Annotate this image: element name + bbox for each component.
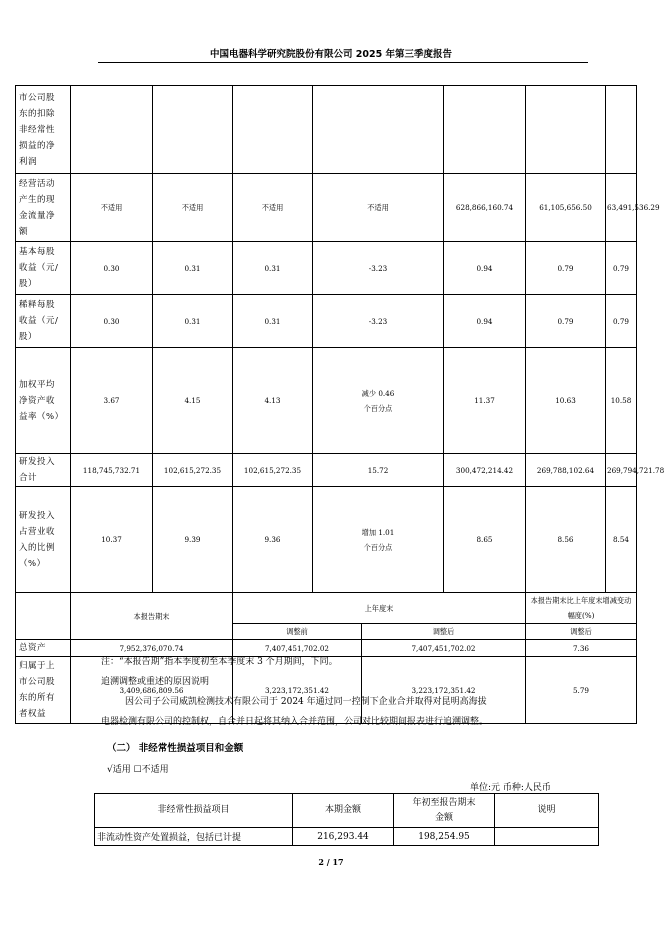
table-cell: 0.30 <box>71 295 153 348</box>
table-cell: 102,615,272.35 <box>153 454 233 487</box>
table-cell <box>606 86 637 174</box>
table-cell: 300,472,214.42 <box>444 454 526 487</box>
table-row <box>16 487 637 593</box>
sub-header-cell: 非经常性损益项目 <box>95 794 293 828</box>
table-cell <box>526 86 606 174</box>
sub-note <box>495 828 599 846</box>
table-cell: 8.65 <box>444 487 526 593</box>
balance-header-before: 调整前 <box>233 624 362 640</box>
table-cell: 不适用 <box>71 174 153 242</box>
balance-header-blank <box>16 593 71 640</box>
table-cell: 3,409,686,809.56 <box>71 657 233 724</box>
row-label: 基本每股 收益（元/ 股） <box>16 242 71 295</box>
table-cell: 0.31 <box>233 242 313 295</box>
header-rule <box>98 62 588 63</box>
row-label: 市公司股 东的扣除 非经常性 损益的净 利润 <box>16 86 71 174</box>
section-title: （二） 非经常性损益项目和金额 <box>107 743 244 754</box>
table-cell: 3.67 <box>71 348 153 454</box>
table-cell: 0.31 <box>153 242 233 295</box>
table-cell: -3.23 <box>313 242 444 295</box>
table-cell: 102,615,272.35 <box>233 454 313 487</box>
table-cell: 10.37 <box>71 487 153 593</box>
table-cell: 0.30 <box>71 242 153 295</box>
balance-header-change-after: 调整后 <box>526 624 637 640</box>
notes-block <box>101 652 611 732</box>
table-cell: 118,745,732.71 <box>71 454 153 487</box>
table-cell: 0.31 <box>153 295 233 348</box>
table-cell: 269,788,102.64 <box>526 454 606 487</box>
table-cell: 0.79 <box>526 242 606 295</box>
row-label: 研发投入 占营业收 入的比例 （%） <box>16 487 71 593</box>
table-cell: 9.36 <box>233 487 313 593</box>
row-label: 总资产 <box>16 640 71 657</box>
table-cell <box>233 86 313 174</box>
units-label: 单位:元 币种:人民币 <box>470 783 551 793</box>
balance-header-current: 本报告期末 <box>71 593 233 640</box>
financial-data-table <box>15 85 664 724</box>
page-header: 中国电器科学研究院股份有限公司 2025 年第三季度报告 <box>209 49 453 60</box>
table-cell: 0.79 <box>606 295 637 348</box>
table-row <box>16 348 637 454</box>
row-label: 经营活动 产生的现 金流量净 额 <box>16 174 71 242</box>
table-cell: 4.15 <box>153 348 233 454</box>
table-cell: 不适用 <box>313 174 444 242</box>
row-label: 归属于上 市公司股 东的所有 者权益 <box>16 657 71 724</box>
balance-header-after: 调整后 <box>362 624 526 640</box>
table-cell: 0.94 <box>444 242 526 295</box>
balance-header-last-year: 上年度末 <box>233 593 526 624</box>
table-cell: 7.36 <box>526 640 637 657</box>
table-cell: -3.23 <box>313 295 444 348</box>
table-cell <box>444 86 526 174</box>
sub-header-row <box>95 794 599 828</box>
reason-line-1: 因公司子公司威凯检测技术有限公司于 2024 年通过同一控制下企业合并取得对昆明高海拔 <box>125 697 487 707</box>
row-label: 稀释每股 收益（元/ 股） <box>16 295 71 348</box>
balance-header-row <box>16 593 637 624</box>
table-cell: 8.56 <box>526 487 606 593</box>
table-cell: 0.79 <box>526 295 606 348</box>
sub-header-cell: 本期金额 <box>293 794 394 828</box>
row-label: 研发投入 合计 <box>16 454 71 487</box>
sub-current: 216,293.44 <box>293 828 394 846</box>
table-cell: 5.79 <box>526 657 637 724</box>
table-cell: 4.13 <box>233 348 313 454</box>
sub-ytd: 198,254.95 <box>394 828 495 846</box>
table-cell: 7,407,451,702.02 <box>362 640 526 657</box>
table-row <box>16 242 637 295</box>
table-row <box>16 86 637 174</box>
table-cell <box>71 86 153 174</box>
table-row <box>16 295 637 348</box>
table-cell: 3,223,172,351.42 <box>362 657 526 724</box>
table-cell: 0.31 <box>233 295 313 348</box>
table-cell: 63,491,536.29 <box>606 174 637 242</box>
sub-item: 非流动性资产处置损益，包括已计提 <box>95 828 293 846</box>
sub-row <box>95 828 599 846</box>
table-cell: 11.37 <box>444 348 526 454</box>
reason-line-2: 电器检测有限公司的控制权，自合并日起将其纳入合并范围，公司对比较期间报表进行追溯调整。 <box>101 717 489 727</box>
page-number: 2 / 17 <box>318 857 344 867</box>
table-cell: 10.63 <box>526 348 606 454</box>
sub-header-cell: 年初至报告期末 金额 <box>394 794 495 828</box>
table-cell: 不适用 <box>153 174 233 242</box>
table-row <box>16 454 637 487</box>
table-cell: 10.58 <box>606 348 637 454</box>
applicable-checkbox: √适用 ☐不适用 <box>107 765 169 775</box>
table-cell <box>313 86 444 174</box>
table-cell: 减少 0.46 个百分点 <box>313 348 444 454</box>
balance-header-change: 本报告期末比上年度末增减变动 幅度(%) <box>526 593 637 624</box>
table-cell: 3,223,172,351.42 <box>233 657 362 724</box>
sub-header-cell: 说明 <box>495 794 599 828</box>
table-cell: 7,407,451,702.02 <box>233 640 362 657</box>
table-cell: 9.39 <box>153 487 233 593</box>
reason-title: 追溯调整或重述的原因说明 <box>101 677 210 687</box>
note-line: 注：“本报告期”指本季度初至本季度末 3 个月期间，下同。 <box>101 657 338 667</box>
table-cell: 15.72 <box>313 454 444 487</box>
table-cell: 增加 1.01 个百分点 <box>313 487 444 593</box>
table-cell: 不适用 <box>233 174 313 242</box>
table-cell: 628,866,160.74 <box>444 174 526 242</box>
row-label: 加权平均 净资产收 益率（%） <box>16 348 71 454</box>
non-recurring-table <box>94 793 599 846</box>
table-cell: 8.54 <box>606 487 637 593</box>
table-cell: 7,952,376,070.74 <box>71 640 233 657</box>
table-cell: 61,105,656.50 <box>526 174 606 242</box>
table-cell: 0.94 <box>444 295 526 348</box>
table-cell <box>153 86 233 174</box>
table-cell: 0.79 <box>606 242 637 295</box>
table-cell: 269,794,721.78 <box>606 454 637 487</box>
table-row <box>16 174 637 242</box>
